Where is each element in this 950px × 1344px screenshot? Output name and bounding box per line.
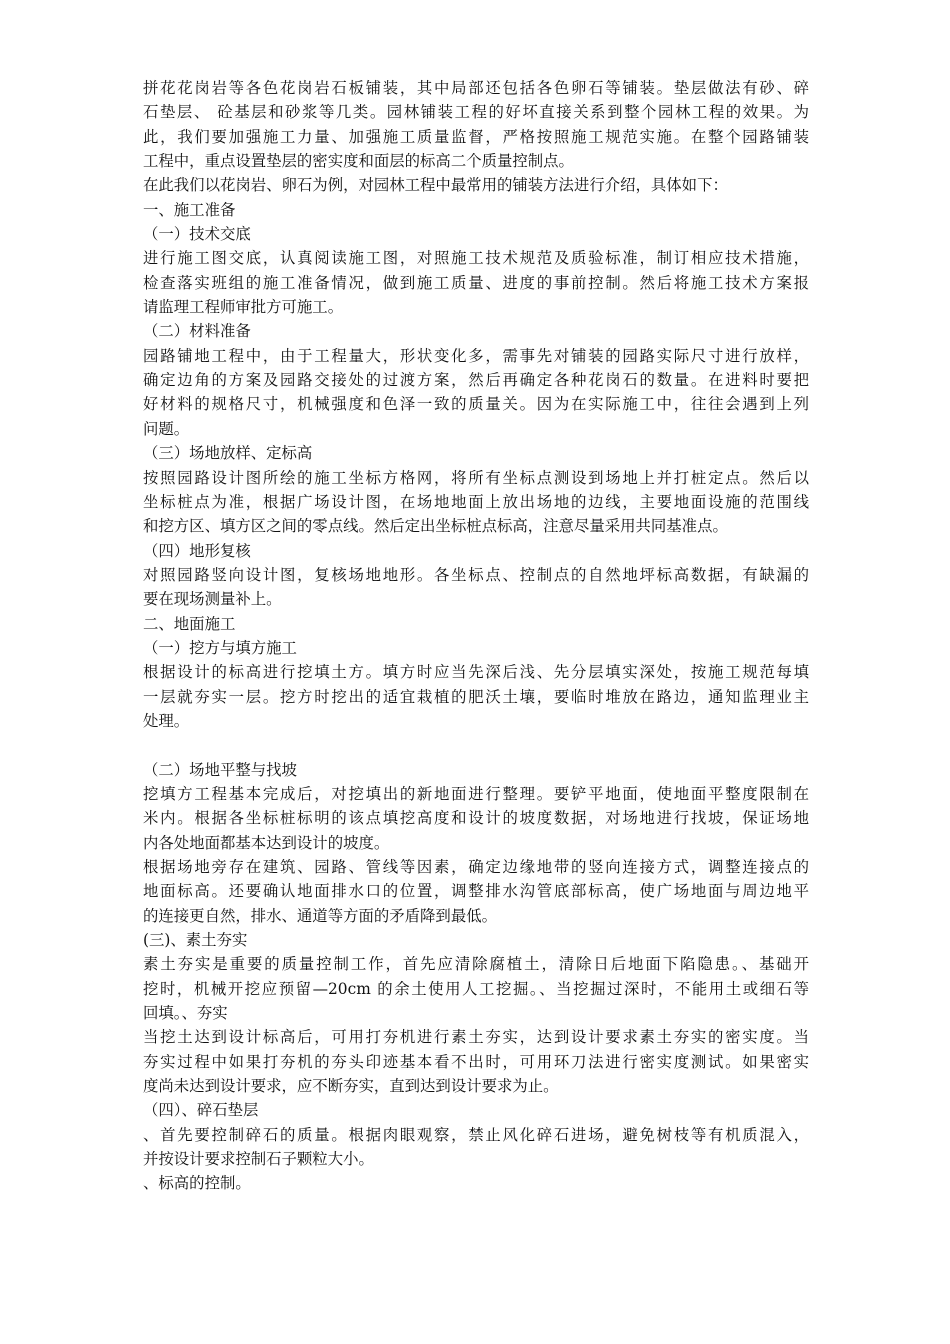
text-line: 、首先要控制碎石的质量。根据肉眼观察，禁止风化碎石进场，避免树枝等有机质混入， xyxy=(143,1125,809,1144)
text-line: 按照园路设计图所绘的施工坐标方格网，将所有坐标点测设到场地上并打桩定点。然后以 xyxy=(143,468,809,487)
text-line: 夯实过程中如果打夯机的夯头印迹基本看不出时，可用环刀法进行密实度测试。如果密实 xyxy=(143,1052,809,1071)
text-line: 一、施工准备 xyxy=(143,200,236,219)
text-line: 挖时，机械开挖应预留—20cm 的余土使用人工挖掘。、当挖掘过深时，不能用土或细石等 xyxy=(143,979,809,998)
text-line: 度尚未达到设计要求，应不断夯实，直到达到设计要求为止。 xyxy=(143,1077,559,1096)
text-line: 处理。 xyxy=(143,711,190,730)
text-line: 拼花花岗岩等各色花岗岩石板铺装，其中局部还包括各色卵石等铺装。垫层做法有砂、碎 xyxy=(143,79,809,97)
text-line: 和挖方区、填方区之间的零点线。然后定出坐标桩点标高，注意尽量采用共同基准点。 xyxy=(143,517,728,536)
text-line: 要在现场测量补上。 xyxy=(143,590,282,609)
text-line: 地面标高。还要确认地面排水口的位置，调整排水沟管底部标高，使广场地面与周边地平 xyxy=(143,882,809,901)
text-line: 在此我们以花岗岩、卵石为例，对园林工程中最常用的铺装方法进行介绍，具体如下： xyxy=(143,176,728,195)
text-line: 内各处地面都基本达到设计的坡度。 xyxy=(143,833,390,852)
text-line: 素土夯实是重要的质量控制工作，首先应清除腐植土，清除日后地面下陷隐患。、基础开 xyxy=(143,955,809,974)
text-line: 确定边角的方案及园路交接处的过渡方案，然后再确定各种花岗石的数量。在进料时要把 xyxy=(143,371,809,390)
text-line: 好材料的规格尺寸，机械强度和色泽一致的质量关。因为在实际施工中，往往会遇到上列 xyxy=(143,395,809,414)
text-line: （二）场地平整与找坡 xyxy=(143,760,297,779)
text-line: 、标高的控制。 xyxy=(143,1174,251,1193)
text-line: （二）材料准备 xyxy=(143,322,251,341)
blank-line xyxy=(143,733,809,757)
text-line: 对照园路竖向设计图，复核场地地形。各坐标点、控制点的自然地坪标高数据，有缺漏的 xyxy=(143,565,809,584)
text-line: 根据场地旁存在建筑、园路、管线等因素，确定边缘地带的竖向连接方式，调整连接点的 xyxy=(143,858,809,876)
text-line: （三）场地放样、定标高 xyxy=(143,444,313,463)
text-line: 米内。根据各坐标桩标明的该点填挖高度和设计的坡度数据，对场地进行找坡，保证场地 xyxy=(143,809,809,828)
text-line: （一）挖方与填方施工 xyxy=(143,638,297,657)
text-line: 一层就夯实一层。挖方时挖出的适宜栽植的肥沃土壤，要临时堆放在路边，通知监理业主 xyxy=(143,687,809,706)
text-line: 此，我们要加强施工力量、加强施工质量监督，严格按照施工规范实施。在整个园路铺装 xyxy=(143,127,809,146)
text-line: 园路铺地工程中，由于工程量大，形状变化多，需事先对铺装的园路实际尺寸进行放样， xyxy=(143,346,809,365)
text-line: 根据设计的标高进行挖填土方。填方时应当先深后浅、先分层填实深处，按施工规范每填 xyxy=(143,663,809,682)
text-line: 回填。、夯实 xyxy=(143,1004,228,1023)
text-line: 检查落实班组的施工准备情况，做到施工质量、进度的事前控制。然后将施工技术方案报 xyxy=(143,273,809,292)
text-line: 并按设计要求控制石子颗粒大小。 xyxy=(143,1150,374,1169)
text-line: 当挖土达到设计标高后，可用打夯机进行素土夯实，达到设计要求素土夯实的密实度。当 xyxy=(143,1028,809,1047)
text-line: 请监理工程师审批方可施工。 xyxy=(143,298,344,317)
text-line: （四）、碎石垫层 xyxy=(143,1101,259,1120)
text-line: 坐标桩点为准，根据广场设计图，在场地地面上放出场地的边线，主要地面设施的范围线 xyxy=(143,492,809,511)
text-line: 的连接更自然，排水、通道等方面的矛盾降到最低。 xyxy=(143,906,497,925)
text-line: 挖填方工程基本完成后，对挖填出的新地面进行整理。要铲平地面，使地面平整度限制在 xyxy=(143,784,809,803)
text-line: 进行施工图交底，认真阅读施工图，对照施工技术规范及质验标准，制订相应技术措施， xyxy=(143,249,809,268)
text-line: 石垫层、 砼基层和砂浆等几类。园林铺装工程的好坏直接关系到整个园林工程的效果。为 xyxy=(143,103,809,122)
text-line: (三)、素土夯实 xyxy=(143,931,248,950)
text-line: 二、地面施工 xyxy=(143,614,236,633)
document-page xyxy=(143,76,809,1196)
text-line: （一）技术交底 xyxy=(143,225,251,244)
text-line: 工程中，重点设置垫层的密实度和面层的标高二个质量控制点。 xyxy=(143,152,574,171)
text-line: （四）地形复核 xyxy=(143,541,251,560)
text-line: 问题。 xyxy=(143,419,190,438)
